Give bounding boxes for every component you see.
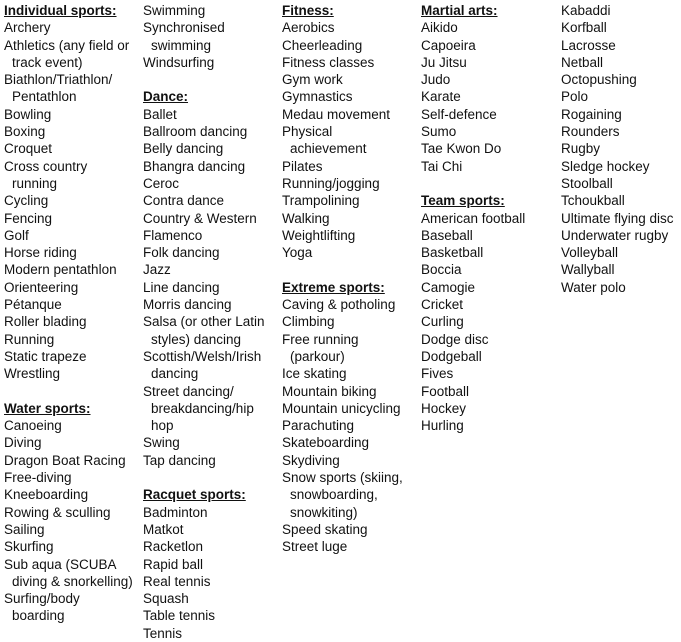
sport-item <box>143 313 279 348</box>
sport-name: Judo <box>421 72 451 88</box>
sport-item <box>143 625 279 642</box>
sport-name: Cheerleading <box>282 37 363 53</box>
sport-item <box>143 538 279 555</box>
sport-item <box>4 192 140 209</box>
sport-item <box>4 452 140 469</box>
category-heading: Individual sports: <box>4 3 117 18</box>
sport-item <box>282 538 418 555</box>
sport-item <box>4 210 140 227</box>
sport-item <box>282 400 418 417</box>
sport-name: Horse riding <box>4 245 77 261</box>
sport-name: Dodgeball <box>421 348 482 364</box>
sport-name: Rogaining <box>561 106 622 122</box>
sport-item <box>282 210 418 227</box>
column-1 <box>4 2 140 625</box>
sport-name: Orienteering <box>4 279 79 295</box>
sport-name: Cricket <box>421 297 464 313</box>
sport-name-continuation: snowkiting) <box>290 504 358 520</box>
sport-item <box>4 556 140 591</box>
sport-name: Sailing <box>4 521 45 537</box>
sport-item <box>561 2 681 19</box>
sport-item <box>282 383 418 400</box>
sport-name: Parachuting <box>282 418 355 434</box>
sport-name: Rounders <box>561 124 620 140</box>
sport-item <box>4 469 140 486</box>
sport-name: Baseball <box>421 227 473 243</box>
sport-item <box>143 175 279 192</box>
sport-name: Racketlon <box>143 539 204 555</box>
sport-item <box>561 140 681 157</box>
sport-item <box>421 348 559 365</box>
sport-item <box>421 296 559 313</box>
sport-list <box>421 19 559 175</box>
sport-name: Boccia <box>421 262 462 278</box>
sport-item <box>4 331 140 348</box>
category-section <box>143 2 279 71</box>
sport-name: Static trapeze <box>4 348 87 364</box>
sport-item <box>143 590 279 607</box>
sport-name: Dragon Boat Racing <box>4 452 126 468</box>
sport-name: Medau movement <box>282 106 391 122</box>
sport-name: Wrestling <box>4 366 61 382</box>
sport-item <box>4 227 140 244</box>
sport-name: Stoolball <box>561 175 613 191</box>
sport-name: Running/jogging <box>282 175 380 191</box>
sport-name: Tap dancing <box>143 452 216 468</box>
sport-name-continuation: dancing <box>151 366 199 382</box>
sport-name: Skateboarding <box>282 435 370 451</box>
sport-item <box>282 158 418 175</box>
sport-item <box>421 417 559 434</box>
category-section <box>561 2 681 296</box>
sport-name: Free-diving <box>4 470 72 486</box>
sport-name: Snow sports (skiing, <box>282 470 403 486</box>
sport-item <box>4 417 140 434</box>
sport-name: Pilates <box>282 158 323 174</box>
sport-name: Tchoukball <box>561 193 625 209</box>
sport-name: Caving & potholing <box>282 297 396 313</box>
sport-item <box>282 106 418 123</box>
sport-name: Ultimate flying disc <box>561 210 674 226</box>
sport-name: Gymnastics <box>282 89 353 105</box>
sport-item <box>421 54 559 71</box>
sport-item <box>4 504 140 521</box>
sport-name: Flamenco <box>143 227 203 243</box>
sport-item <box>143 192 279 209</box>
sport-item <box>421 106 559 123</box>
sport-name: Bhangra dancing <box>143 158 246 174</box>
sport-list <box>4 417 140 625</box>
sport-list <box>143 106 279 469</box>
sport-name-continuation: Pentathlon <box>12 89 77 105</box>
sport-name: Windsurfing <box>143 54 215 70</box>
sport-name: Golf <box>4 227 29 243</box>
category-section <box>421 192 559 434</box>
section-spacer <box>143 71 279 88</box>
sport-item <box>421 210 559 227</box>
category-heading: Racquet sports: <box>143 487 246 503</box>
sport-item <box>421 227 559 244</box>
sport-name: Free running <box>282 331 359 347</box>
column-5 <box>561 2 681 296</box>
sport-name: Mountain unicycling <box>282 400 401 416</box>
sport-name: Climbing <box>282 314 335 330</box>
category-heading: Dance: <box>143 89 189 105</box>
category-heading: Team sports: <box>421 193 505 209</box>
sport-name: Volleyball <box>561 245 619 261</box>
category-section <box>143 486 279 642</box>
sport-item <box>143 383 279 435</box>
sport-item <box>282 175 418 192</box>
section-spacer <box>282 261 418 278</box>
sport-item <box>561 244 681 261</box>
sport-name: Morris dancing <box>143 297 232 313</box>
category-section <box>282 2 418 261</box>
sport-item <box>4 348 140 365</box>
sport-item <box>561 123 681 140</box>
sport-name: Bowling <box>4 106 52 122</box>
sport-name: Physical <box>282 124 333 140</box>
sport-name-continuation: styles) dancing <box>151 331 242 347</box>
sport-list <box>143 504 279 642</box>
sport-name: Badminton <box>143 504 208 520</box>
sport-name: Yoga <box>282 245 313 261</box>
sport-item <box>421 400 559 417</box>
sport-name: Tai Chi <box>421 158 463 174</box>
sport-name: Country & Western <box>143 210 257 226</box>
sport-name: Skydiving <box>282 452 340 468</box>
sport-item <box>561 88 681 105</box>
sport-name: Rowing & sculling <box>4 504 111 520</box>
sport-name: Sumo <box>421 124 457 140</box>
sport-name: Street luge <box>282 539 348 555</box>
sport-item <box>282 365 418 382</box>
sport-item <box>143 261 279 278</box>
sport-item <box>143 210 279 227</box>
sport-item <box>4 106 140 123</box>
sport-name: Belly dancing <box>143 141 224 157</box>
sport-name: Dodge disc <box>421 331 489 347</box>
sport-name: Diving <box>4 435 42 451</box>
sport-item <box>561 158 681 175</box>
sport-name: Swimming <box>143 3 206 18</box>
sport-name: Roller blading <box>4 314 87 330</box>
sport-item <box>421 71 559 88</box>
sport-name-continuation: achievement <box>290 141 367 157</box>
sport-name: Jazz <box>143 262 171 278</box>
sport-name-continuation: diving & snorkelling) <box>12 573 133 589</box>
sport-name: Kneeboarding <box>4 487 89 503</box>
sport-list <box>561 2 681 296</box>
sport-name: Athletics (any field or <box>4 37 130 53</box>
sport-name: Canoeing <box>4 418 62 434</box>
sport-name: Ice skating <box>282 366 347 382</box>
sport-item <box>421 261 559 278</box>
column-3 <box>282 2 418 556</box>
sport-item <box>561 71 681 88</box>
category-section <box>143 88 279 469</box>
sport-item <box>282 296 418 313</box>
sport-item <box>4 279 140 296</box>
sport-item <box>4 140 140 157</box>
sport-name: Sledge hockey <box>561 158 650 174</box>
sport-item <box>143 54 279 71</box>
sport-item <box>143 19 279 54</box>
sport-item <box>421 88 559 105</box>
sport-item <box>421 123 559 140</box>
sport-name: Weightlifting <box>282 227 356 243</box>
sport-item <box>4 123 140 140</box>
sport-item <box>421 37 559 54</box>
sport-name: Modern pentathlon <box>4 262 117 278</box>
sport-name: Croquet <box>4 141 53 157</box>
section-spacer <box>421 175 559 192</box>
sport-name: Walking <box>282 210 330 226</box>
sport-item <box>282 37 418 54</box>
sport-item <box>143 348 279 383</box>
sport-name: Fitness classes <box>282 54 375 70</box>
sport-item <box>4 261 140 278</box>
sport-item <box>421 279 559 296</box>
sport-item <box>282 227 418 244</box>
sport-name: Korfball <box>561 20 607 36</box>
sport-item <box>282 123 418 158</box>
sport-item <box>561 192 681 209</box>
sport-item <box>4 313 140 330</box>
sport-item <box>143 452 279 469</box>
sport-name: Mountain biking <box>282 383 377 399</box>
sport-item <box>421 158 559 175</box>
sport-name: Basketball <box>421 245 484 261</box>
sport-item <box>282 88 418 105</box>
sport-name: Synchronised <box>143 20 225 36</box>
sport-name: Capoeira <box>421 37 476 53</box>
section-spacer <box>4 383 140 400</box>
sport-list <box>282 296 418 555</box>
category-heading: Extreme sports: <box>282 279 385 295</box>
sport-name-continuation: track event) <box>12 54 83 70</box>
sport-item <box>143 296 279 313</box>
sport-item <box>4 71 140 106</box>
sport-list <box>421 210 559 435</box>
sport-name-continuation: boarding <box>12 608 65 624</box>
sport-name: Fives <box>421 366 454 382</box>
category-heading: Water sports: <box>4 400 91 416</box>
category-section <box>282 279 418 556</box>
sport-name: Fencing <box>4 210 53 226</box>
sport-name: Line dancing <box>143 279 220 295</box>
sport-name: Football <box>421 383 470 399</box>
sport-name: Squash <box>143 591 189 607</box>
sport-list <box>4 19 140 382</box>
sport-name: Trampolining <box>282 193 360 209</box>
sport-item <box>282 71 418 88</box>
sport-name: Wallyball <box>561 262 615 278</box>
sport-item <box>4 296 140 313</box>
sport-name: Biathlon/Triathlon/ <box>4 72 113 88</box>
sport-name: Ju Jitsu <box>421 54 467 70</box>
sport-item <box>561 106 681 123</box>
sport-name: Aerobics <box>282 20 335 36</box>
sport-name: Archery <box>4 20 51 36</box>
sport-name: Octopushing <box>561 72 637 88</box>
column-2 <box>143 2 279 642</box>
sport-name: Gym work <box>282 72 343 88</box>
sport-name: Speed skating <box>282 521 368 537</box>
sport-item <box>143 521 279 538</box>
sport-name: Ceroc <box>143 175 180 191</box>
sport-item <box>282 434 418 451</box>
sport-item <box>282 521 418 538</box>
sport-name: Scottish/Welsh/Irish <box>143 348 262 364</box>
sport-item <box>561 175 681 192</box>
sport-name: Hurling <box>421 418 464 434</box>
sport-name: Curling <box>421 314 464 330</box>
category-section <box>4 2 140 383</box>
sport-name: Cross country <box>4 158 88 174</box>
sport-name: Pétanque <box>4 297 62 313</box>
sport-item <box>421 383 559 400</box>
sport-name: Table tennis <box>143 608 216 624</box>
sport-item <box>282 19 418 36</box>
category-heading: Martial arts: <box>421 3 498 18</box>
sport-item <box>143 607 279 624</box>
sport-name-continuation: (parkour) <box>290 348 345 364</box>
sport-item <box>143 106 279 123</box>
sport-name-continuation: running <box>12 175 58 191</box>
sport-name: Rugby <box>561 141 601 157</box>
sport-name-continuation: snowboarding, <box>290 487 378 503</box>
sport-name: Self-defence <box>421 106 497 122</box>
sport-name: Netball <box>561 54 604 70</box>
category-heading: Fitness: <box>282 3 334 18</box>
sport-item <box>143 227 279 244</box>
sport-item <box>282 313 418 330</box>
sport-item <box>4 37 140 72</box>
sport-item <box>143 573 279 590</box>
sport-name: Karate <box>421 89 461 105</box>
sport-item <box>561 227 681 244</box>
sport-item <box>4 486 140 503</box>
sport-name: Underwater rugby <box>561 227 669 243</box>
sport-item <box>561 279 681 296</box>
sport-name: Contra dance <box>143 193 225 209</box>
sport-name: Boxing <box>4 124 46 140</box>
sport-item <box>282 452 418 469</box>
sport-item <box>4 590 140 625</box>
sport-item <box>421 331 559 348</box>
sport-item <box>143 140 279 157</box>
sport-item <box>561 19 681 36</box>
sport-name-continuation: swimming <box>151 37 212 53</box>
sport-item <box>561 210 681 227</box>
sport-item <box>143 158 279 175</box>
sport-name-continuation: breakdancing/hip <box>151 400 254 416</box>
sport-item <box>282 469 418 521</box>
sport-name: Ballet <box>143 106 177 122</box>
sport-item <box>4 19 140 36</box>
sport-item <box>421 140 559 157</box>
sport-item <box>4 244 140 261</box>
sport-name: Tae Kwon Do <box>421 141 502 157</box>
sport-item <box>4 365 140 382</box>
sport-list <box>282 19 418 261</box>
sport-name: Swing <box>143 435 180 451</box>
sport-item <box>561 54 681 71</box>
sport-item <box>143 244 279 261</box>
sport-name: Cycling <box>4 193 49 209</box>
sport-item <box>143 123 279 140</box>
sport-item <box>421 313 559 330</box>
sport-name: Hockey <box>421 400 467 416</box>
sport-name: Aikido <box>421 20 458 36</box>
sport-name: Folk dancing <box>143 245 220 261</box>
sport-name-continuation: hop <box>151 418 174 434</box>
sport-name: Water polo <box>561 279 626 295</box>
sport-item <box>561 37 681 54</box>
sport-name: Rapid ball <box>143 556 204 572</box>
sport-item <box>561 261 681 278</box>
sport-name: Kabaddi <box>561 3 611 18</box>
sport-item <box>143 434 279 451</box>
sport-item <box>421 365 559 382</box>
sport-name: American football <box>421 210 526 226</box>
category-section <box>421 2 559 175</box>
sport-name: Street dancing/ <box>143 383 234 399</box>
sport-item <box>421 19 559 36</box>
sport-list <box>143 2 279 71</box>
sport-name: Lacrosse <box>561 37 616 53</box>
sport-item <box>143 2 279 19</box>
sport-item <box>4 158 140 193</box>
sport-name: Sub aqua (SCUBA <box>4 556 117 572</box>
sport-name: Tennis <box>143 625 183 641</box>
sport-name: Camogie <box>421 279 476 295</box>
column-4 <box>421 2 559 434</box>
sport-item <box>143 504 279 521</box>
sport-item <box>4 538 140 555</box>
sport-item <box>4 434 140 451</box>
sport-name: Running <box>4 331 55 347</box>
sport-item <box>421 244 559 261</box>
sport-item <box>143 279 279 296</box>
sport-name: Real tennis <box>143 573 211 589</box>
sport-item <box>282 417 418 434</box>
section-spacer <box>143 469 279 486</box>
sport-item <box>282 192 418 209</box>
sport-item <box>282 331 418 366</box>
sport-name: Matkot <box>143 521 184 537</box>
category-section <box>4 400 140 625</box>
sport-name: Salsa (or other Latin <box>143 314 265 330</box>
sport-item <box>143 556 279 573</box>
sport-name: Ballroom dancing <box>143 124 248 140</box>
sport-name: Surfing/body <box>4 591 80 607</box>
sport-item <box>282 244 418 261</box>
sport-item <box>4 521 140 538</box>
sport-name: Polo <box>561 89 589 105</box>
sport-name: Skurfing <box>4 539 54 555</box>
sport-item <box>282 54 418 71</box>
